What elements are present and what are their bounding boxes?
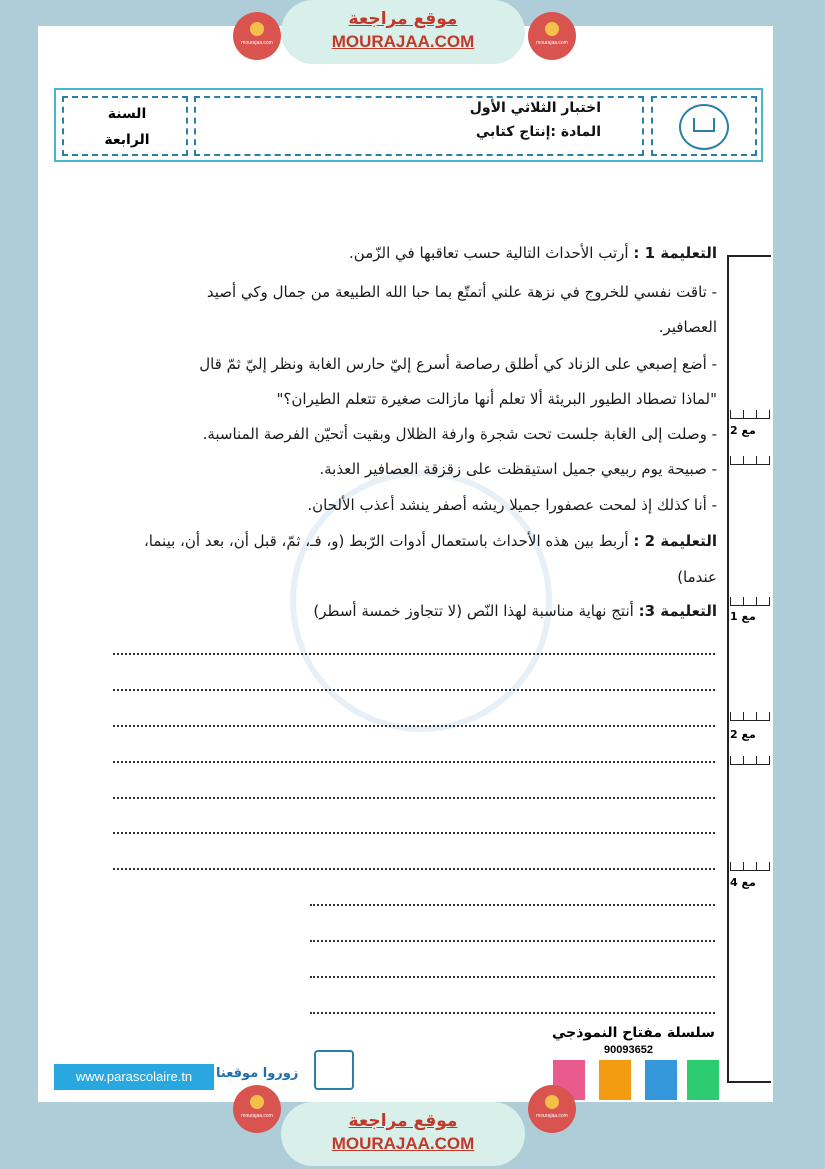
parascolaire-link[interactable]: www.parascolaire.tn: [54, 1064, 214, 1090]
year-box: [62, 96, 188, 156]
grade-box: [730, 456, 770, 465]
kid-reading-icon: [314, 1050, 354, 1090]
grade-mark-1: مع 2: [730, 424, 756, 437]
visit-us-label: زوروا موقعنا: [216, 1066, 299, 1081]
answer-line[interactable]: [113, 761, 715, 763]
grade-box: [730, 756, 770, 765]
series-phone: 90093652: [604, 1044, 653, 1056]
series-title: سلسلة مفتاح النموذجي: [552, 1025, 715, 1041]
answer-line[interactable]: [113, 797, 715, 799]
grade-box: [730, 597, 770, 606]
mourajaa-badge-right-top: mourajaa.com: [528, 12, 576, 60]
book-cover-icon: [599, 1060, 631, 1100]
answer-line[interactable]: [113, 689, 715, 691]
ribbon-site: MOURAJAA.COM: [331, 1134, 475, 1153]
question-2: التعليمة 2 : أربط بين هذه الأحداث باستعمال أدوات الرّبط (و، فـ، ثمّ، قبل أن، بعد أن، بينما،: [143, 532, 717, 550]
event-4: - صبيحة يوم ربيعي جميل استيقظت على زقزقة العصافير العذبة.: [319, 460, 717, 478]
grade-mark-2: مع 1: [730, 610, 756, 623]
grade-box: [730, 712, 770, 721]
answer-line[interactable]: [310, 1012, 715, 1014]
event-2b: "لماذا تصطاد الطيور البريئة ألا تعلم أنها مازالت صغيرة تتعلم الطيران؟": [276, 390, 717, 408]
question-2-cont: عندما): [677, 568, 717, 586]
answer-line[interactable]: [113, 653, 715, 655]
mourajaa-badge-left-bottom: mourajaa.com: [233, 1085, 281, 1133]
school-logo-box: [651, 96, 757, 156]
grading-column: [727, 255, 771, 1083]
grade-box: [730, 862, 770, 871]
grade-mark-3: مع 2: [730, 728, 756, 741]
ribbon-arabic: موقع مراجعة: [348, 1111, 458, 1131]
event-5: - أنا كذلك إذ لمحت عصفورا جميلا ريشه أصفر ينشد أعذب الألحان.: [307, 496, 717, 514]
year-value: الرابعة: [104, 132, 150, 148]
book-logo-icon: [679, 104, 729, 150]
book-cover-icon: [645, 1060, 677, 1100]
mourajaa-badge-left-top: mourajaa.com: [233, 12, 281, 60]
question-3: التعليمة 3: أنتج نهاية مناسبة لهذا النّص (لا تتجاوز خمسة أسطر): [313, 602, 717, 620]
grade-box: [730, 410, 770, 419]
answer-line[interactable]: [113, 868, 715, 870]
question-1: التعليمة 1 : أرتب الأحداث التالية حسب تعاقبها في الزّمن.: [349, 244, 717, 262]
mourajaa-ribbon-top[interactable]: [281, 0, 525, 64]
answer-line[interactable]: [310, 904, 715, 906]
book-cover-icon: [687, 1060, 719, 1100]
mourajaa-badge-right-bottom: mourajaa.com: [528, 1085, 576, 1133]
grade-mark-4: مع 4: [730, 876, 756, 889]
exam-title: اختبار الثلاثي الأول: [469, 100, 601, 116]
event-3: - وصلت إلى الغابة جلست تحت شجرة وارفة الظلال وبقيت أتحيّن الفرصة المناسبة.: [202, 425, 717, 443]
answer-line[interactable]: [310, 976, 715, 978]
exam-subject: المادة :إنتاج كتابي: [475, 124, 601, 140]
ribbon-site: MOURAJAA.COM: [331, 32, 475, 51]
answer-line[interactable]: [113, 725, 715, 727]
event-2a: - أضع إصبعي على الزناد كي أطلق رصاصة أسرع إليّ حارس الغابة ونظر إليّ ثمّ قال: [199, 355, 717, 373]
year-label: السنة: [107, 106, 147, 122]
ribbon-arabic: موقع مراجعة: [348, 9, 458, 29]
answer-line[interactable]: [113, 832, 715, 834]
event-1b: العصافير.: [658, 318, 717, 336]
exam-header: [54, 88, 763, 162]
event-1a: - تاقت نفسي للخروج في نزهة علني أتمتّع بما حبا الله الطبيعة من جمال وكي أصيد: [206, 283, 717, 301]
answer-line[interactable]: [310, 940, 715, 942]
mourajaa-ribbon-bottom[interactable]: [281, 1102, 525, 1166]
